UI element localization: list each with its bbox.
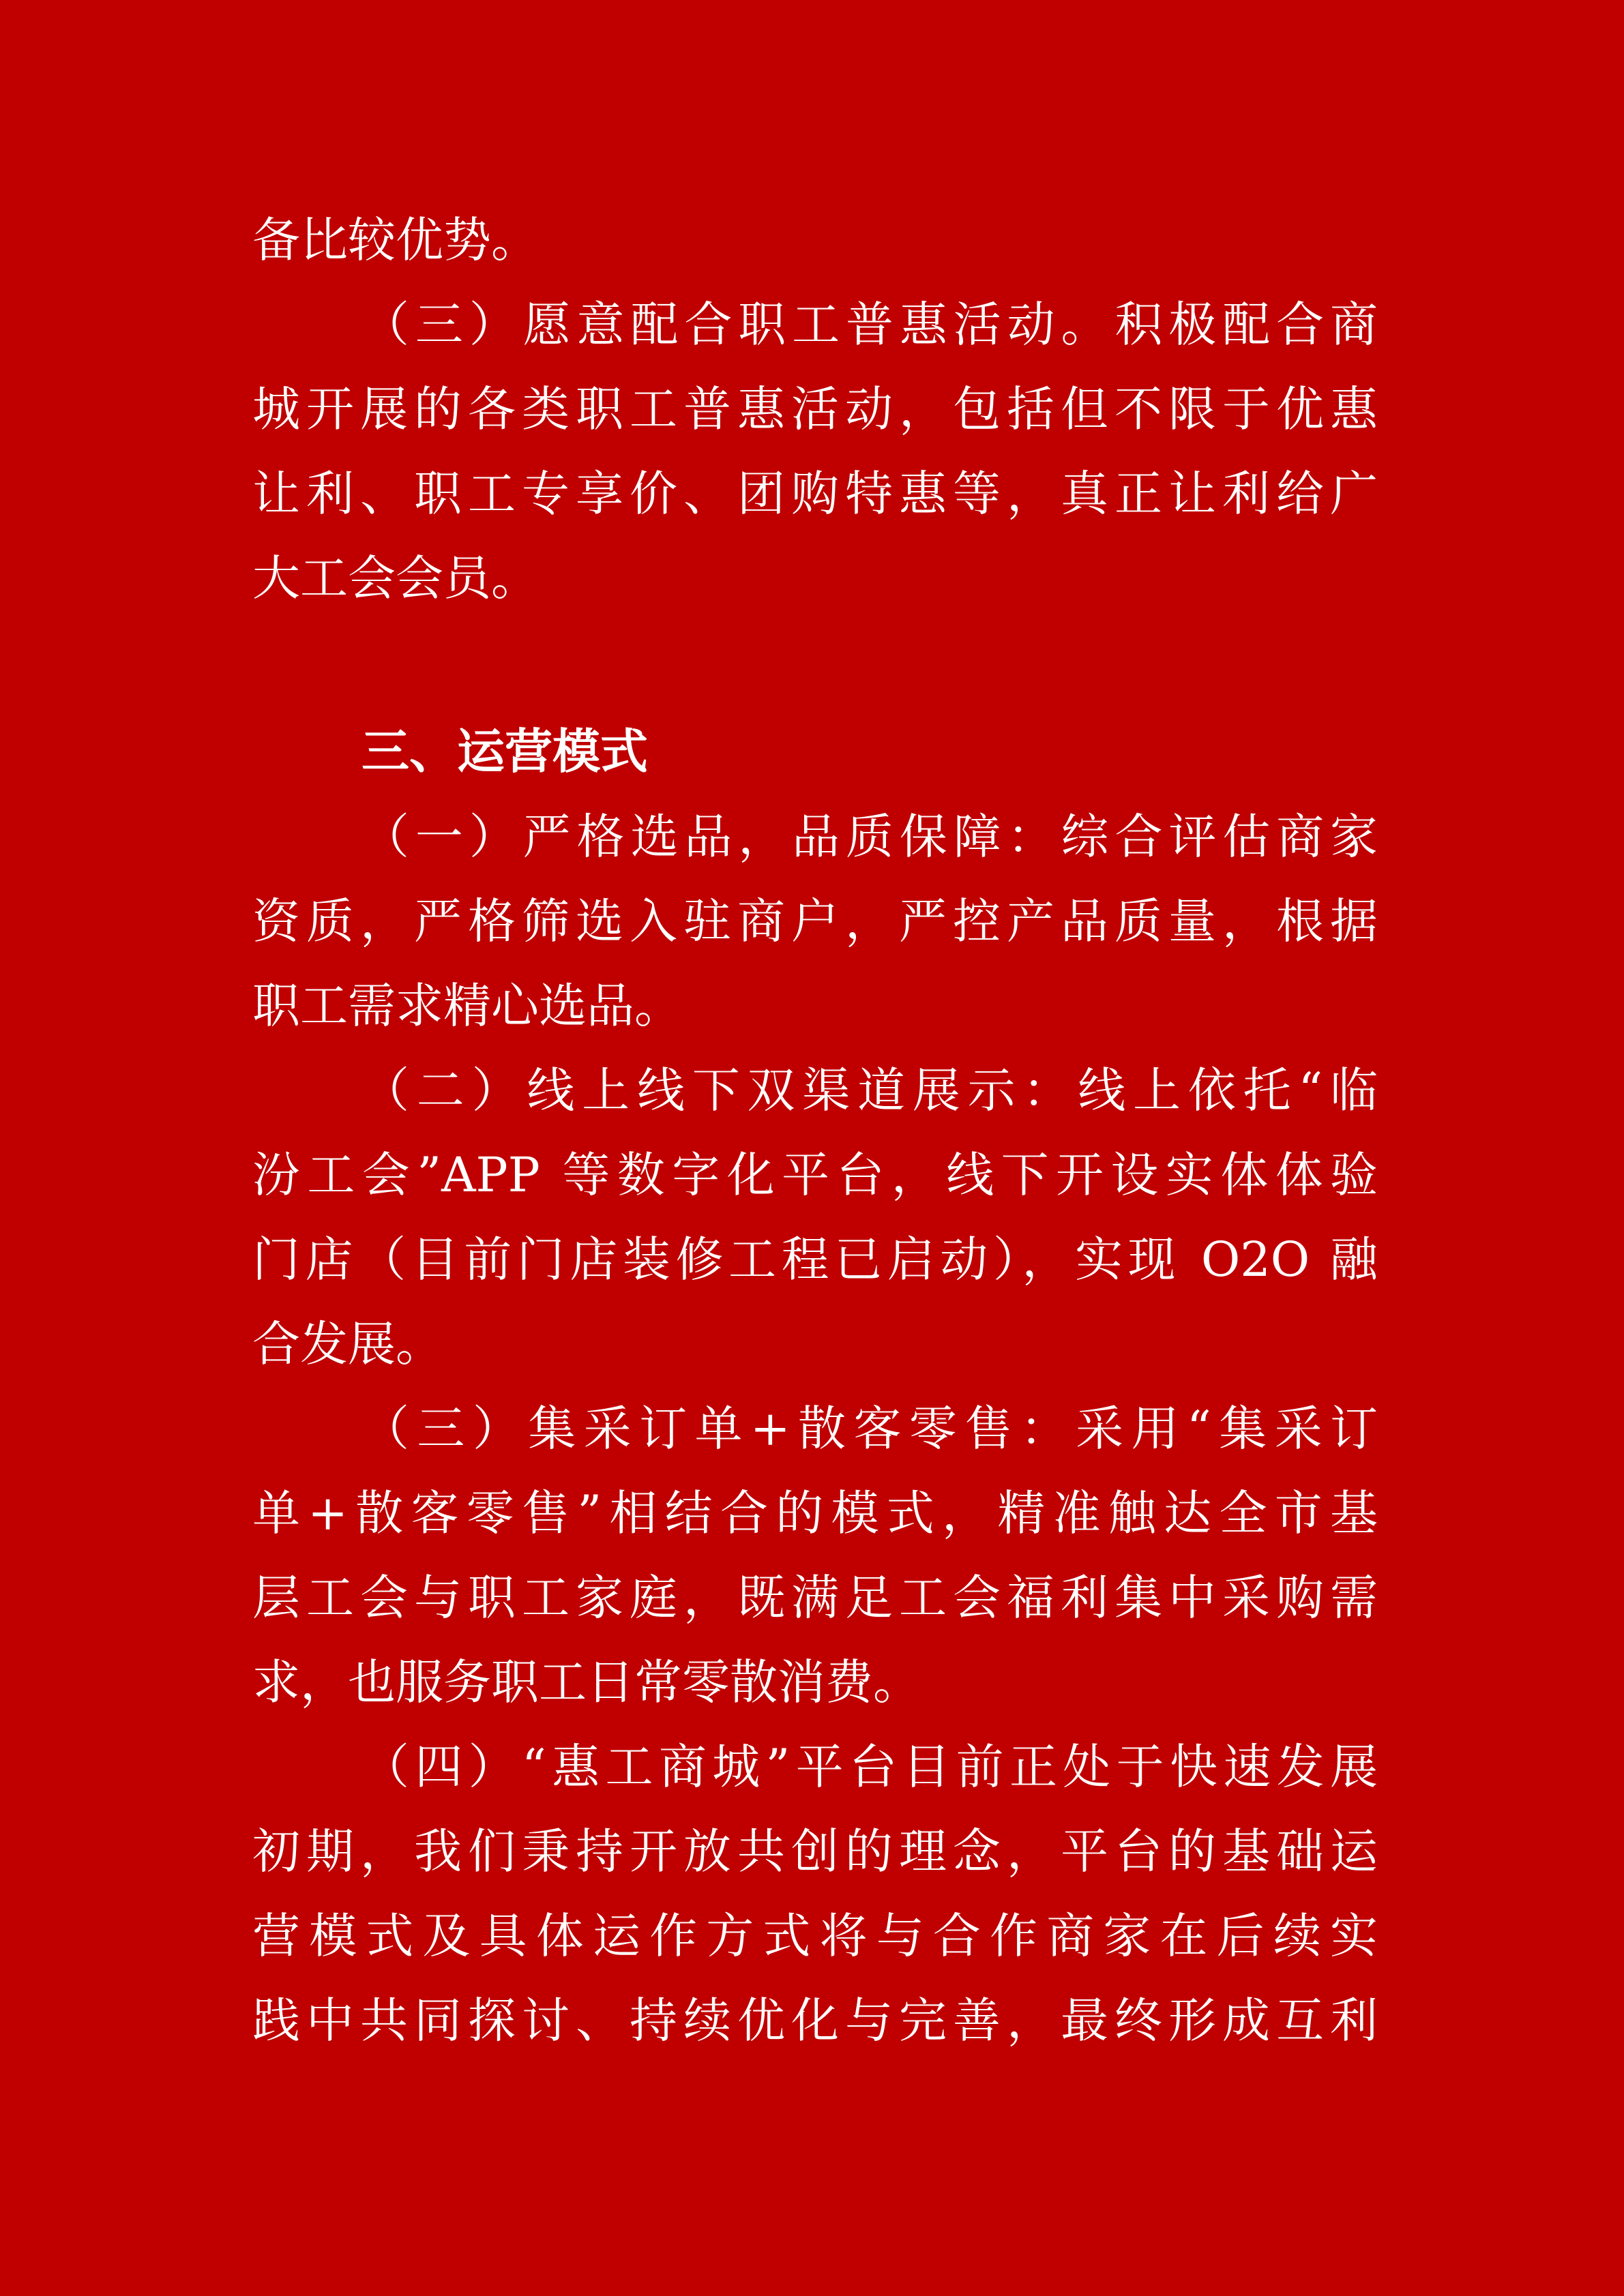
paragraph-line: 城开展的各类职工普惠活动，包括但不限于优惠 <box>252 381 1378 437</box>
paragraph-line: 初期，我们秉持开放共创的理念，平台的基础运 <box>252 1823 1378 1879</box>
mode-2-paragraph <box>252 1048 1378 1386</box>
paragraph-line: 汾工会”APP 等数字化平台，线下开设实体体验 <box>252 1147 1378 1203</box>
paragraph-line: 备比较优势。 <box>252 212 539 268</box>
intro-paragraph <box>252 198 1378 282</box>
mode-3-paragraph <box>252 1386 1378 1725</box>
paragraph-line: 让利、职工专享价、团购特惠等，真正让利给广 <box>252 466 1378 522</box>
paragraph-line: 层工会与职工家庭，既满足工会福利集中采购需 <box>252 1570 1378 1626</box>
paragraph-line: 单+散客零售”相结合的模式，精准触达全市基 <box>252 1485 1378 1541</box>
section-heading: 三、运营模式 <box>361 724 648 779</box>
paragraph-line: （四）“惠工商城”平台目前正处于快速发展 <box>361 1739 1378 1795</box>
paragraph-line: 大工会会员。 <box>252 550 539 606</box>
paragraph-line: （三）集采订单+散客零售：采用“集采订 <box>361 1401 1378 1457</box>
paragraph-line: （二）线上线下双渠道展示：线上依托“临 <box>361 1062 1378 1118</box>
paragraph-line: 资质，严格筛选入驻商户，严控产品质量，根据 <box>252 893 1378 949</box>
paragraph-line: 合发展。 <box>252 1316 443 1372</box>
paragraph-line: 践中共同探讨、持续优化与完善，最终形成互利 <box>252 1993 1378 2048</box>
paragraph-line: （三）愿意配合职工普惠活动。积极配合商 <box>361 297 1378 353</box>
cooperation-paragraph <box>252 282 1378 621</box>
paragraph-line: 职工需求精心选品。 <box>252 978 682 1034</box>
paragraph-line: 求，也服务职工日常零散消费。 <box>252 1654 921 1710</box>
mode-4-paragraph <box>252 1725 1378 2063</box>
paragraph-line: 营模式及具体运作方式将与合作商家在后续实 <box>252 1908 1378 1964</box>
paragraph-line: （一）严格选品，品质保障：综合评估商家 <box>361 809 1378 865</box>
mode-1-paragraph <box>252 794 1378 1048</box>
paragraph-line: 门店（目前门店装修工程已启动），实现 O2O 融 <box>252 1232 1378 1287</box>
